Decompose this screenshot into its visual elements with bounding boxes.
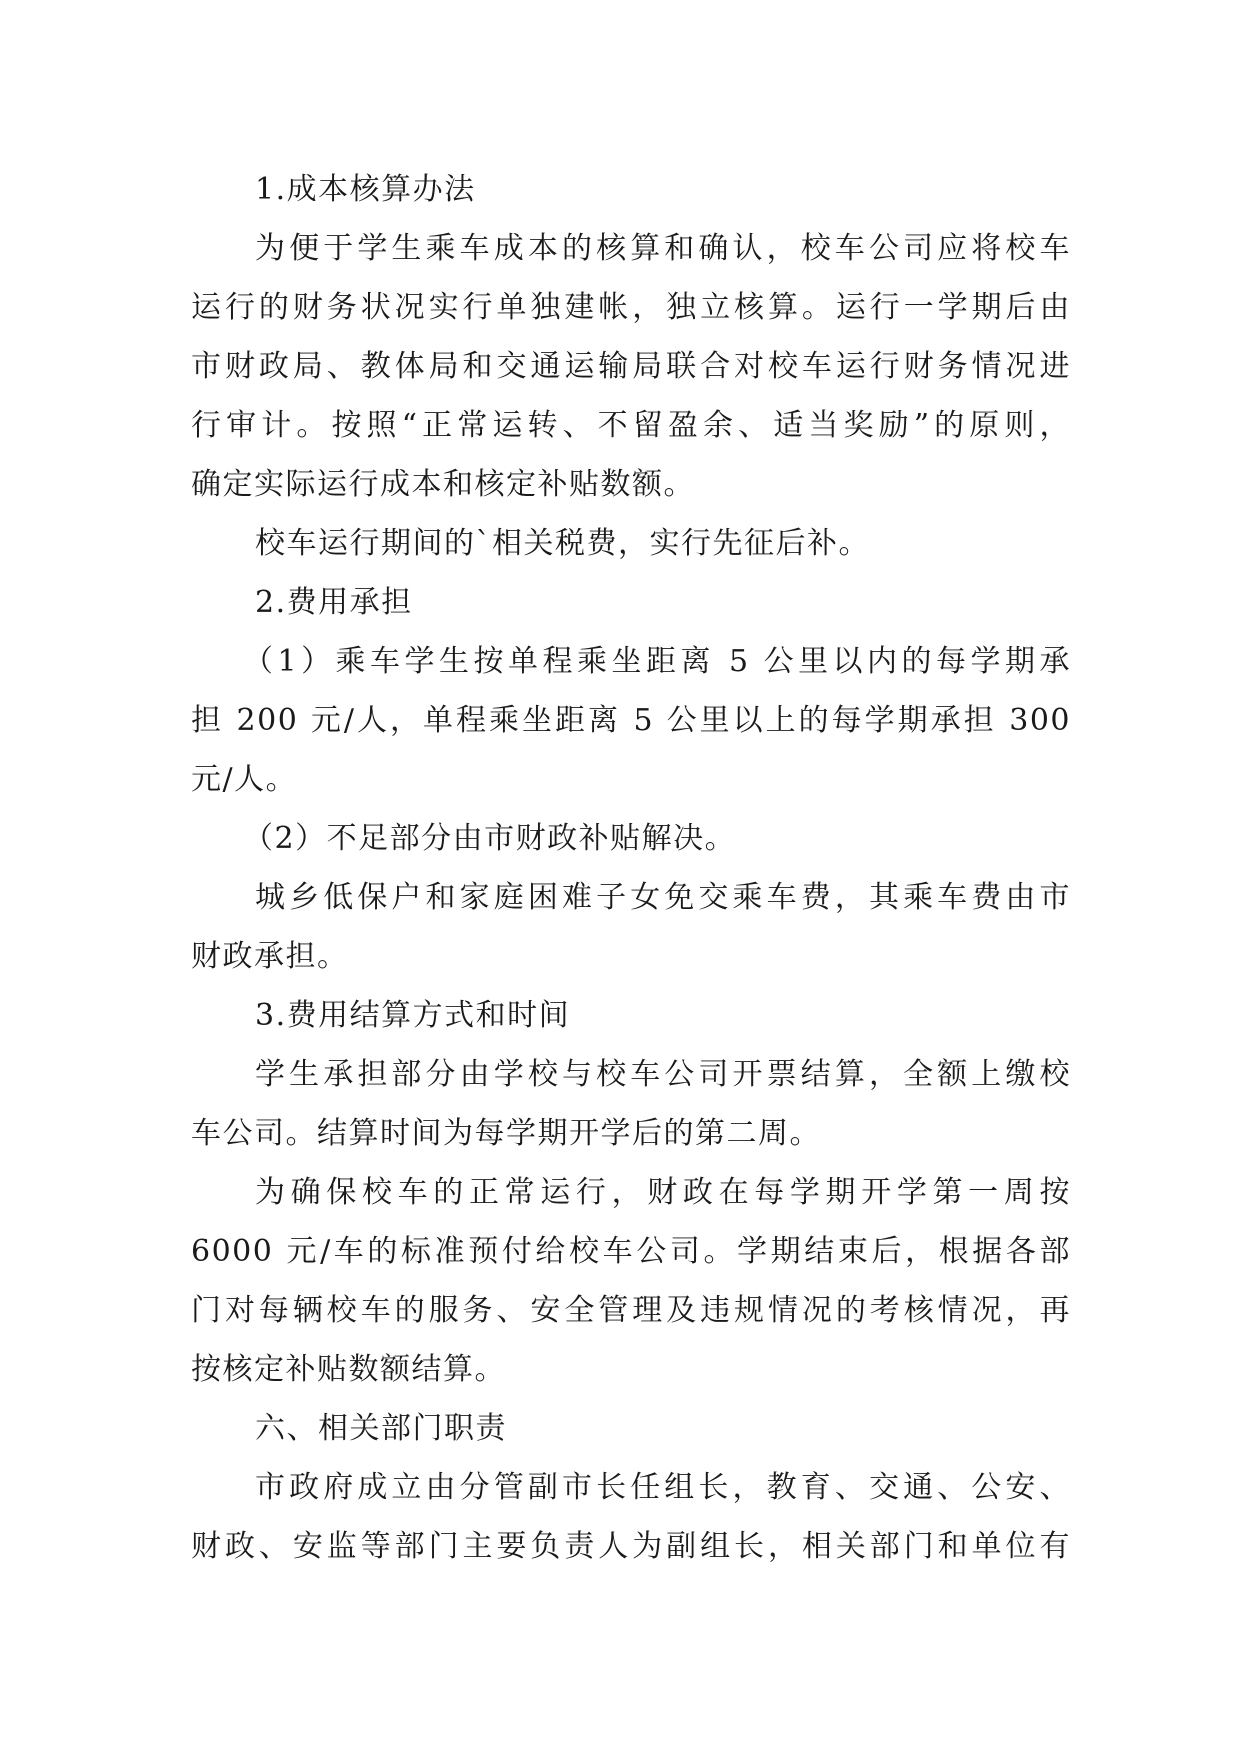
- paragraph-line: （2）不足部分由市财政补贴解决。: [243, 821, 737, 856]
- paragraph-line: 校车运行期间的`相关税费，实行先征后补。: [255, 526, 870, 561]
- paragraph-line: （1）乘车学生按单程乘坐距离 5 公里以内的每学期承: [243, 644, 1071, 679]
- heading-settlement: 3.费用结算方式和时间: [255, 998, 571, 1033]
- paragraph-line: 按核定补贴数额结算。: [191, 1352, 506, 1387]
- paragraph-line: 学生承担部分由学校与校车公司开票结算，全额上缴校: [255, 1057, 1071, 1092]
- heading-cost-accounting: 1.成本核算办法: [255, 172, 476, 207]
- paragraph-line: 车公司。结算时间为每学期开学后的第二周。: [191, 1116, 821, 1151]
- paragraph-line: 财政、安监等部门主要负责人为副组长，相关部门和单位有: [191, 1529, 1071, 1564]
- paragraph-line: 运行的财务状况实行单独建帐，独立核算。运行一学期后由: [191, 290, 1071, 325]
- paragraph-line: 行审计。按照“正常运转、不留盈余、适当奖励”的原则，: [191, 408, 1071, 443]
- paragraph-line: 门对每辆校车的服务、安全管理及违规情况的考核情况，再: [191, 1293, 1071, 1328]
- paragraph-line: 市财政局、教体局和交通运输局联合对校车运行财务情况进: [191, 349, 1071, 384]
- paragraph-line: 财政承担。: [191, 939, 349, 974]
- paragraph-line: 确定实际运行成本和核定补贴数额。: [191, 467, 695, 502]
- paragraph-line: 元/人。: [191, 762, 298, 797]
- paragraph-line: 为确保校车的正常运行，财政在每学期开学第一周按: [255, 1175, 1071, 1210]
- paragraph-line: 6000 元/车的标准预付给校车公司。学期结束后，根据各部: [191, 1234, 1071, 1269]
- paragraph-line: 为便于学生乘车成本的核算和确认，校车公司应将校车: [255, 231, 1071, 266]
- document-body: [191, 160, 1071, 1576]
- paragraph-line: 城乡低保户和家庭困难子女免交乘车费，其乘车费由市: [255, 880, 1071, 915]
- heading-cost-bearing: 2.费用承担: [255, 585, 413, 620]
- paragraph-line: 担 200 元/人，单程乘坐距离 5 公里以上的每学期承担 300: [191, 703, 1071, 738]
- heading-department-duties: 六、相关部门职责: [255, 1411, 507, 1446]
- paragraph-line: 市政府成立由分管副市长任组长，教育、交通、公安、: [255, 1470, 1071, 1505]
